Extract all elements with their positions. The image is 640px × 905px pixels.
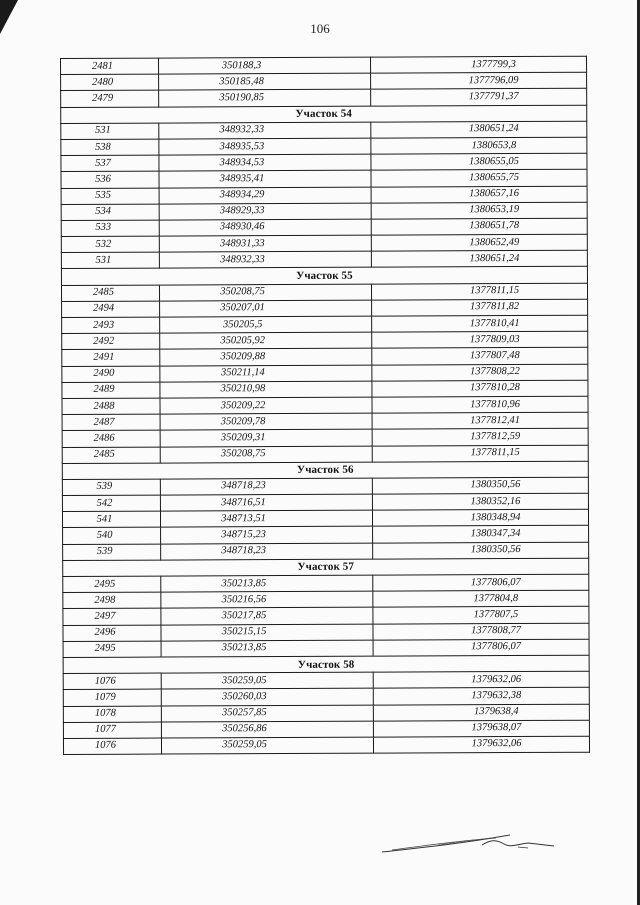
point-number-cell: 2495 xyxy=(63,641,161,658)
y-coordinate-cell: 1380655,75 xyxy=(371,170,587,187)
x-coordinate-cell: 350217,85 xyxy=(161,608,373,625)
section-title: Участок 58 xyxy=(63,655,589,673)
x-coordinate-cell: 348718,23 xyxy=(160,478,372,495)
x-coordinate-cell: 350210,98 xyxy=(160,381,372,398)
point-number-cell: 2497 xyxy=(63,608,161,625)
x-coordinate-cell: 348713,51 xyxy=(160,510,372,527)
point-number-cell: 539 xyxy=(62,479,160,496)
coordinates-table xyxy=(60,56,590,755)
point-number-cell: 536 xyxy=(61,171,159,188)
x-coordinate-cell: 348935,53 xyxy=(159,138,371,155)
point-number-cell: 534 xyxy=(61,204,159,221)
x-coordinate-cell: 350215,15 xyxy=(161,624,373,641)
x-coordinate-cell: 348930,46 xyxy=(159,219,371,236)
y-coordinate-cell: 1377808,22 xyxy=(372,364,588,381)
y-coordinate-cell: 1377810,28 xyxy=(372,380,588,397)
page-number: 106 xyxy=(310,21,330,36)
section-title: Участок 56 xyxy=(62,461,588,479)
y-coordinate-cell: 1380347,34 xyxy=(373,526,589,543)
y-coordinate-cell: 1377806,07 xyxy=(373,574,589,591)
point-number-cell: 533 xyxy=(61,220,159,237)
y-coordinate-cell: 1380653,19 xyxy=(371,202,587,219)
x-coordinate-cell: 348935,41 xyxy=(159,170,371,187)
point-number-cell: 531 xyxy=(61,123,159,140)
y-coordinate-cell: 1377812,59 xyxy=(372,429,588,446)
x-coordinate-cell: 350209,31 xyxy=(160,429,372,446)
x-coordinate-cell: 348931,33 xyxy=(159,235,371,252)
x-coordinate-cell: 350185,48 xyxy=(159,73,371,90)
y-coordinate-cell: 1379632,38 xyxy=(373,688,589,705)
x-coordinate-cell: 348934,53 xyxy=(159,154,371,171)
x-coordinate-cell: 350260,03 xyxy=(161,688,373,705)
point-number-cell: 2490 xyxy=(62,366,160,383)
x-coordinate-cell: 350211,14 xyxy=(160,365,372,382)
x-coordinate-cell: 348934,29 xyxy=(159,187,371,204)
y-coordinate-cell: 1377808,77 xyxy=(373,623,589,640)
x-coordinate-cell: 350205,92 xyxy=(160,332,372,349)
x-coordinate-cell: 350209,88 xyxy=(160,349,372,366)
y-coordinate-cell: 1380651,78 xyxy=(371,218,587,235)
point-number-cell: 1078 xyxy=(63,706,161,723)
y-coordinate-cell: 1380651,24 xyxy=(371,121,587,138)
section-title: Участок 54 xyxy=(61,105,587,123)
y-coordinate-cell: 1377796,09 xyxy=(371,72,587,89)
y-coordinate-cell: 1379632,06 xyxy=(373,736,589,753)
table-row xyxy=(63,736,589,754)
coordinates-table-body xyxy=(61,56,590,754)
x-coordinate-cell: 350208,75 xyxy=(160,446,372,463)
point-number-cell: 2481 xyxy=(61,58,159,75)
point-number-cell: 2492 xyxy=(62,333,160,350)
y-coordinate-cell: 1377804,8 xyxy=(373,590,589,607)
y-coordinate-cell: 1380348,94 xyxy=(372,509,588,526)
point-number-cell: 535 xyxy=(61,188,159,205)
x-coordinate-cell: 348716,51 xyxy=(160,494,372,511)
x-coordinate-cell: 350213,85 xyxy=(161,640,373,657)
x-coordinate-cell: 350259,05 xyxy=(161,672,373,689)
y-coordinate-cell: 1379638,4 xyxy=(373,704,589,721)
x-coordinate-cell: 350213,85 xyxy=(161,575,373,592)
point-number-cell: 2491 xyxy=(62,349,160,366)
x-coordinate-cell: 348932,33 xyxy=(159,251,371,268)
point-number-cell: 2485 xyxy=(62,447,160,464)
signature xyxy=(378,826,558,860)
y-coordinate-cell: 1377812,41 xyxy=(372,412,588,429)
y-coordinate-cell: 1377807,48 xyxy=(372,348,588,365)
point-number-cell: 532 xyxy=(61,236,159,253)
point-number-cell: 2479 xyxy=(61,90,159,107)
x-coordinate-cell: 348932,33 xyxy=(159,122,371,139)
x-coordinate-cell: 348929,33 xyxy=(159,203,371,220)
x-coordinate-cell: 350257,85 xyxy=(161,705,373,722)
y-coordinate-cell: 1380652,49 xyxy=(371,234,587,251)
y-coordinate-cell: 1379638,07 xyxy=(373,720,589,737)
y-coordinate-cell: 1380651,24 xyxy=(371,250,587,267)
point-number-cell: 2480 xyxy=(61,74,159,91)
y-coordinate-cell: 1379632,06 xyxy=(373,671,589,688)
y-coordinate-cell: 1377799,3 xyxy=(370,56,586,73)
y-coordinate-cell: 1377811,82 xyxy=(372,299,588,316)
y-coordinate-cell: 1377791,37 xyxy=(371,89,587,106)
point-number-cell: 1076 xyxy=(63,673,161,690)
point-number-cell: 2498 xyxy=(63,592,161,609)
y-coordinate-cell: 1380657,16 xyxy=(371,186,587,203)
x-coordinate-cell: 350205,5 xyxy=(160,316,372,333)
point-number-cell: 1079 xyxy=(63,689,161,706)
point-number-cell: 540 xyxy=(63,528,161,545)
y-coordinate-cell: 1377806,07 xyxy=(373,639,589,656)
point-number-cell: 2488 xyxy=(62,398,160,415)
y-coordinate-cell: 1377811,15 xyxy=(372,445,588,462)
point-number-cell: 538 xyxy=(61,139,159,156)
point-number-cell: 2494 xyxy=(62,301,160,318)
x-coordinate-cell: 350207,01 xyxy=(160,300,372,317)
y-coordinate-cell: 1380350,56 xyxy=(372,477,588,494)
point-number-cell: 537 xyxy=(61,155,159,172)
x-coordinate-cell: 348718,23 xyxy=(161,543,373,560)
point-number-cell: 531 xyxy=(61,252,159,269)
x-coordinate-cell: 350259,05 xyxy=(161,737,373,754)
x-coordinate-cell: 350209,22 xyxy=(160,397,372,414)
point-number-cell: 2487 xyxy=(62,414,160,431)
point-number-cell: 2496 xyxy=(63,625,161,642)
point-number-cell: 2485 xyxy=(61,285,159,302)
y-coordinate-cell: 1380653,8 xyxy=(371,137,587,154)
x-coordinate-cell: 350190,85 xyxy=(159,90,371,107)
x-coordinate-cell: 348715,23 xyxy=(161,527,373,544)
y-coordinate-cell: 1380352,16 xyxy=(372,493,588,510)
x-coordinate-cell: 350208,75 xyxy=(159,284,371,301)
point-number-cell: 1077 xyxy=(63,722,161,739)
y-coordinate-cell: 1380350,56 xyxy=(373,542,589,559)
point-number-cell: 2495 xyxy=(63,576,161,593)
x-coordinate-cell: 350188,3 xyxy=(159,57,371,74)
x-coordinate-cell: 350216,56 xyxy=(161,591,373,608)
point-number-cell: 2486 xyxy=(62,430,160,447)
y-coordinate-cell: 1380655,05 xyxy=(371,153,587,170)
y-coordinate-cell: 1377811,15 xyxy=(371,283,587,300)
point-number-cell: 539 xyxy=(63,544,161,561)
y-coordinate-cell: 1377810,96 xyxy=(372,396,588,413)
point-number-cell: 2489 xyxy=(62,382,160,399)
point-number-cell: 541 xyxy=(62,511,160,528)
point-number-cell: 542 xyxy=(62,495,160,512)
y-coordinate-cell: 1377810,41 xyxy=(372,315,588,332)
x-coordinate-cell: 350209,78 xyxy=(160,413,372,430)
point-number-cell: 2493 xyxy=(62,317,160,334)
section-title: Участок 57 xyxy=(63,558,589,576)
y-coordinate-cell: 1377807,5 xyxy=(373,607,589,624)
section-title: Участок 55 xyxy=(61,267,587,285)
y-coordinate-cell: 1377809,03 xyxy=(372,331,588,348)
x-coordinate-cell: 350256,86 xyxy=(161,721,373,738)
point-number-cell: 1076 xyxy=(63,738,161,755)
